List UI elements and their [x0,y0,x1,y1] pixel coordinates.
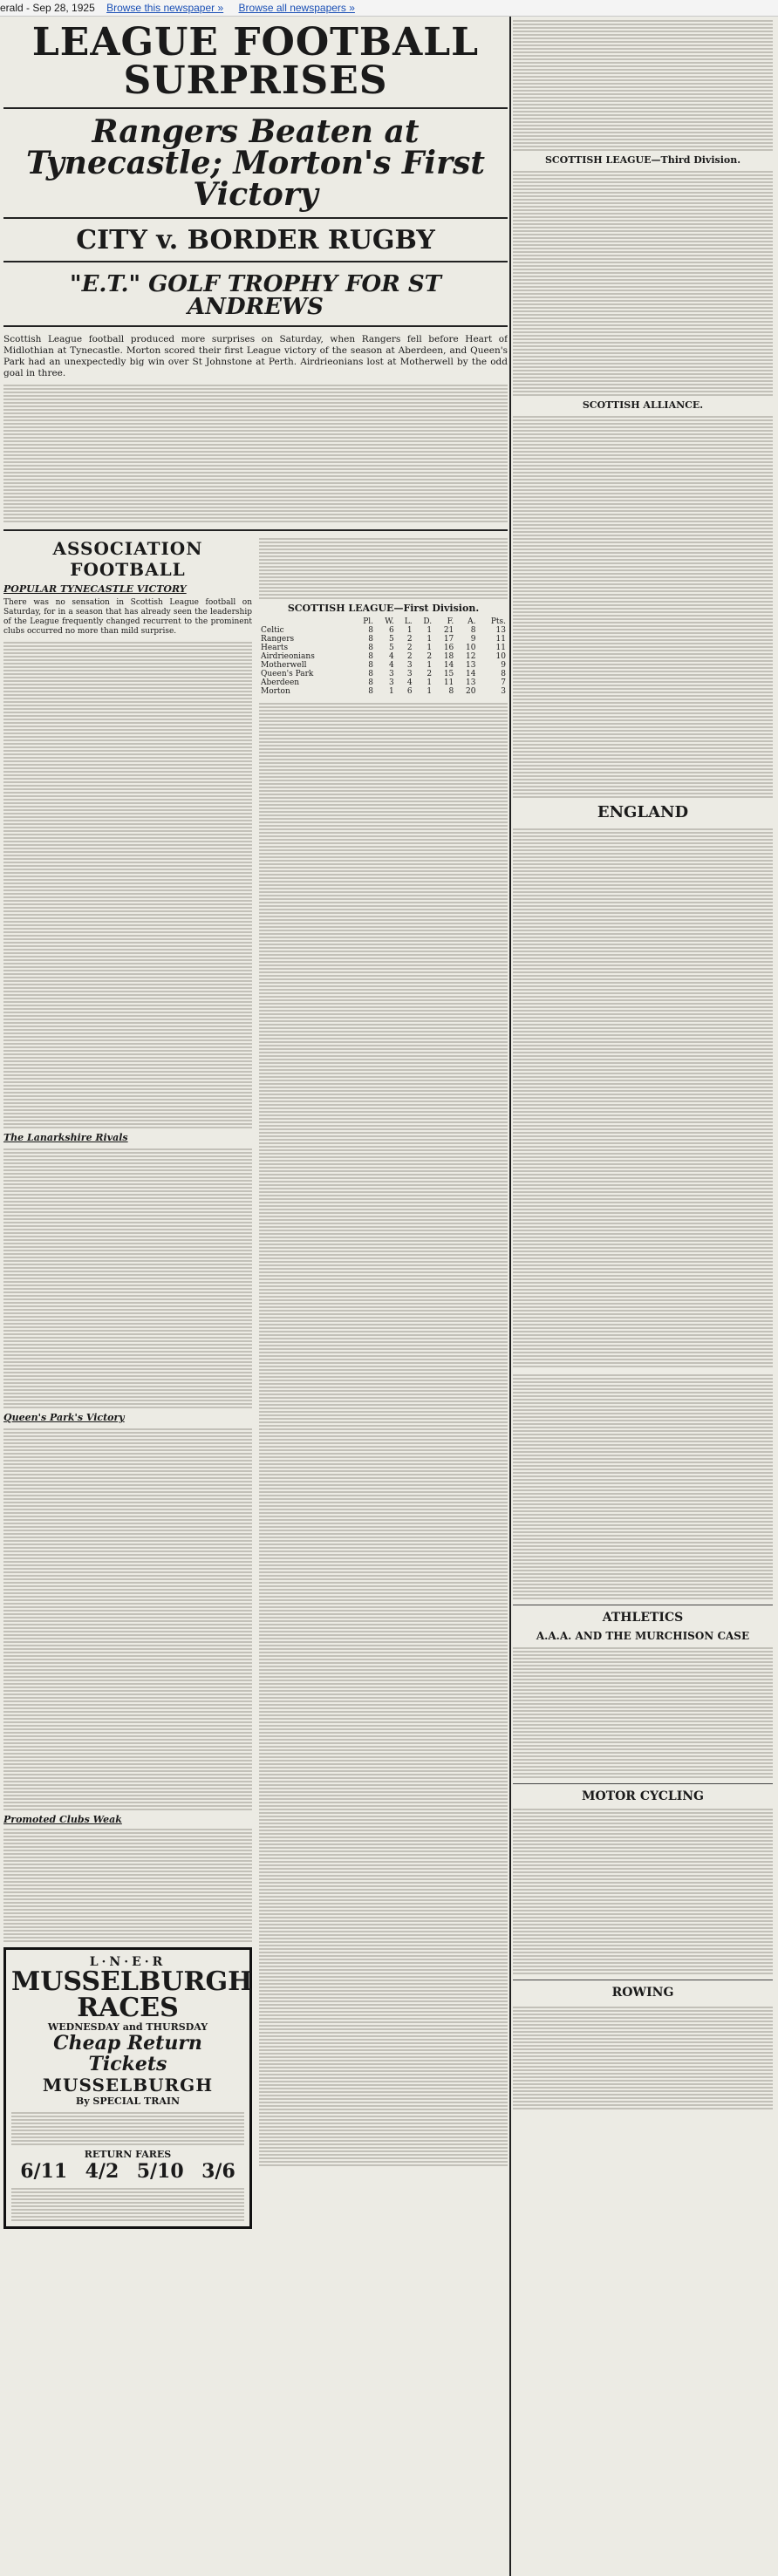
england-heading: ENGLAND [597,803,689,821]
results-block [513,169,773,396]
rowing-heading: ROWING [611,1986,674,2000]
browse-all-link[interactable]: Browse all newspapers » [238,2,355,14]
newspaper-page [0,17,778,2576]
ad-offer: Cheap Return Tickets [53,2032,202,2076]
viewer-toolbar [0,0,778,17]
football-text: There was no sensation in Scottish League football on Saturday, for in a season that has already seen the leadership of the League frequently changed recurrent to the prominent clubs occurred no more than mild surprise. [3,598,252,636]
divider [3,217,508,219]
ad-dates: WEDNESDAY and THURSDAY [47,2021,208,2033]
paper-label: erald - Sep 28, 1925 [0,2,95,14]
divider [3,261,508,262]
aaa-heading: A.A.A. AND THE MURCHISON CASE [536,1630,750,1642]
table-row: Motherwell 8 4 3 1 14 13 9 [261,661,506,670]
rangers-headline: Rangers Beaten at Tynecastle; Morton's First Victory [26,113,485,213]
table-row: Rangers 8 5 2 1 17 9 11 [261,635,506,644]
musselburgh-races-ad [3,1947,252,2229]
browse-newspaper-link[interactable]: Browse this newspaper » [106,2,224,14]
ad-event: MUSSELBURGH RACES [11,1966,252,2023]
city-headline: CITY v. BORDER RUGBY [76,225,435,256]
table-row: Morton 8 1 6 1 8 20 3 [261,687,506,696]
ad-text-block [11,2110,244,2145]
table-row: Airdrieonians 8 4 2 2 18 12 10 [261,652,506,661]
fare: 5/10 [136,2160,184,2184]
table-row: Aberdeen 8 3 4 1 11 13 7 [261,678,506,687]
lower-columns [3,538,508,2229]
tynecastle-subhead: POPULAR TYNECASTLE VICTORY [3,583,187,595]
article-text-block [3,1829,252,1942]
article-text-block [513,1647,773,1778]
table-header-row: Pl. W. L. D. F. A. Pts. [363,617,506,626]
divider [513,1783,773,1784]
results-block [513,827,773,1367]
divider [3,107,508,109]
table-row: Hearts 8 5 2 1 16 10 11 [261,644,506,652]
results-block [513,414,773,798]
match-reports-block [259,701,508,2166]
athletics-heading: ATHLETICS [602,1611,684,1625]
golf-headline: "E.T." GOLF TROPHY FOR ST ANDREWS [70,271,441,320]
ad-fares [11,2160,244,2183]
motor-cycling-heading: MOTOR CYCLING [582,1789,704,1803]
article-text-block [3,1147,252,1408]
ad-fares-label: RETURN FARES [84,2149,172,2161]
association-football-heading: ASSOCIATION FOOTBALL [52,538,203,580]
ad-train: By SPECIAL TRAIN [75,2096,181,2108]
article-text-block [513,2005,773,2109]
lanarkshire-subhead: The Lanarkshire Rivals [3,1132,128,1143]
fare: 3/6 [201,2160,235,2184]
fare: 6/11 [20,2160,68,2184]
table-row: Celtic 8 6 1 1 21 8 13 [261,626,506,635]
main-column [3,17,508,2229]
results-block [513,20,773,151]
article-text-block [259,538,508,599]
results-block [513,1373,773,1599]
divider [3,325,508,327]
alliance-title: SCOTTISH ALLIANCE. [582,399,704,411]
ad-destination: MUSSELBURGH [42,2075,214,2096]
results-column [513,17,773,2109]
lead-paragraph: Scottish League football produced more surprises on Saturday, when Rangers fell before Heart of Midlothian at Tynecastle. Morton scored their first League victory of the season at Aberdeen, and Queen's Park had an unexpectedly big win over St Johnstone at Perth. Airdrieonians lost at Motherwell by the odd goal in three. [3,334,508,378]
third-division-title: SCOTTISH LEAGUE—Third Division. [544,154,741,166]
divider [3,529,508,531]
fare: 4/2 [85,2160,119,2184]
table-row: Queen's Park 8 3 3 2 15 14 8 [261,670,506,678]
article-text-block [513,1809,773,1974]
article-text-block [3,640,252,1128]
column-rule [509,17,511,2576]
league-column [259,538,508,2229]
league-table [259,617,508,696]
ad-text-block [11,2186,244,2221]
league-table-title: SCOTTISH LEAGUE—First Division. [287,603,480,614]
lead-text-block [3,383,508,522]
ad-company: L·N·E·R [89,1955,167,1969]
main-headline: LEAGUE FOOTBALL SURPRISES [31,20,480,103]
article-text-block [3,1427,252,1810]
football-column [3,538,252,2229]
queens-park-subhead: Queen's Park's Victory [3,1412,125,1423]
promoted-clubs-subhead: Promoted Clubs Weak [3,1814,122,1825]
